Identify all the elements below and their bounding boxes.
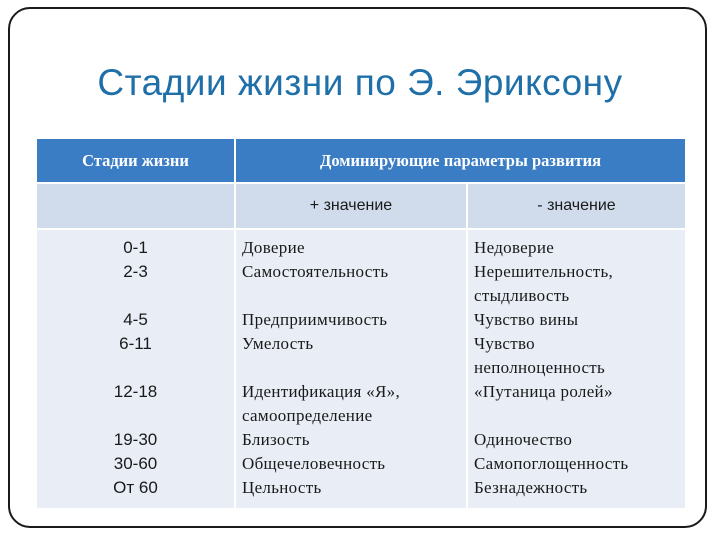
negative-line xyxy=(474,404,685,428)
age-line: 4-5 xyxy=(123,310,148,329)
positive-line: Доверие xyxy=(242,238,305,257)
erikson-stages-table xyxy=(37,139,685,508)
positive-line: Идентификация «Я», xyxy=(242,382,401,401)
age-line: 30-60 xyxy=(113,454,158,473)
ages-column xyxy=(37,229,235,508)
subheader-negative: - значение xyxy=(467,183,685,229)
subheader-positive: + значение xyxy=(235,183,467,229)
positive-line: Самостоятельность xyxy=(242,262,389,281)
positive-line xyxy=(242,284,466,308)
negative-line: Самопоглощенность xyxy=(474,454,629,473)
table-subheader-row xyxy=(37,183,685,229)
positive-line xyxy=(242,356,466,380)
positive-column xyxy=(235,229,467,508)
table-header-row xyxy=(37,139,685,183)
negative-line: Чувство xyxy=(474,334,535,353)
table-body-row xyxy=(37,229,685,508)
subheader-empty xyxy=(37,183,235,229)
positive-line: Умелость xyxy=(242,334,314,353)
positive-line: Предприимчивость xyxy=(242,310,388,329)
negative-column xyxy=(467,229,685,508)
age-line: 19-30 xyxy=(113,430,158,449)
negative-line: Нерешительность, xyxy=(474,262,614,281)
age-line xyxy=(37,356,234,380)
age-line: 6-11 xyxy=(119,334,152,353)
age-line: От 60 xyxy=(113,478,158,497)
negative-line: «Путаница ролей» xyxy=(474,382,613,401)
header-life-stages: Стадии жизни xyxy=(37,139,235,183)
age-line xyxy=(37,404,234,428)
negative-line: Чувство вины xyxy=(474,310,579,329)
age-line: 0-1 xyxy=(123,238,148,257)
age-line: 2-3 xyxy=(123,262,148,281)
positive-line: самоопределение xyxy=(242,406,373,425)
negative-line: неполноценность xyxy=(474,358,606,377)
positive-line: Цельность xyxy=(242,478,322,497)
age-line xyxy=(37,284,234,308)
negative-line: стыдливость xyxy=(474,286,570,305)
slide-title: Стадии жизни по Э. Эриксону xyxy=(97,62,623,103)
header-dominant-parameters: Доминирующие параметры развития xyxy=(235,139,685,183)
age-line: 12-18 xyxy=(113,382,158,401)
positive-line: Близость xyxy=(242,430,310,449)
negative-line: Одиночество xyxy=(474,430,573,449)
negative-line: Недоверие xyxy=(474,238,555,257)
positive-line: Общечеловечность xyxy=(242,454,386,473)
negative-line: Безнадежность xyxy=(474,478,588,497)
